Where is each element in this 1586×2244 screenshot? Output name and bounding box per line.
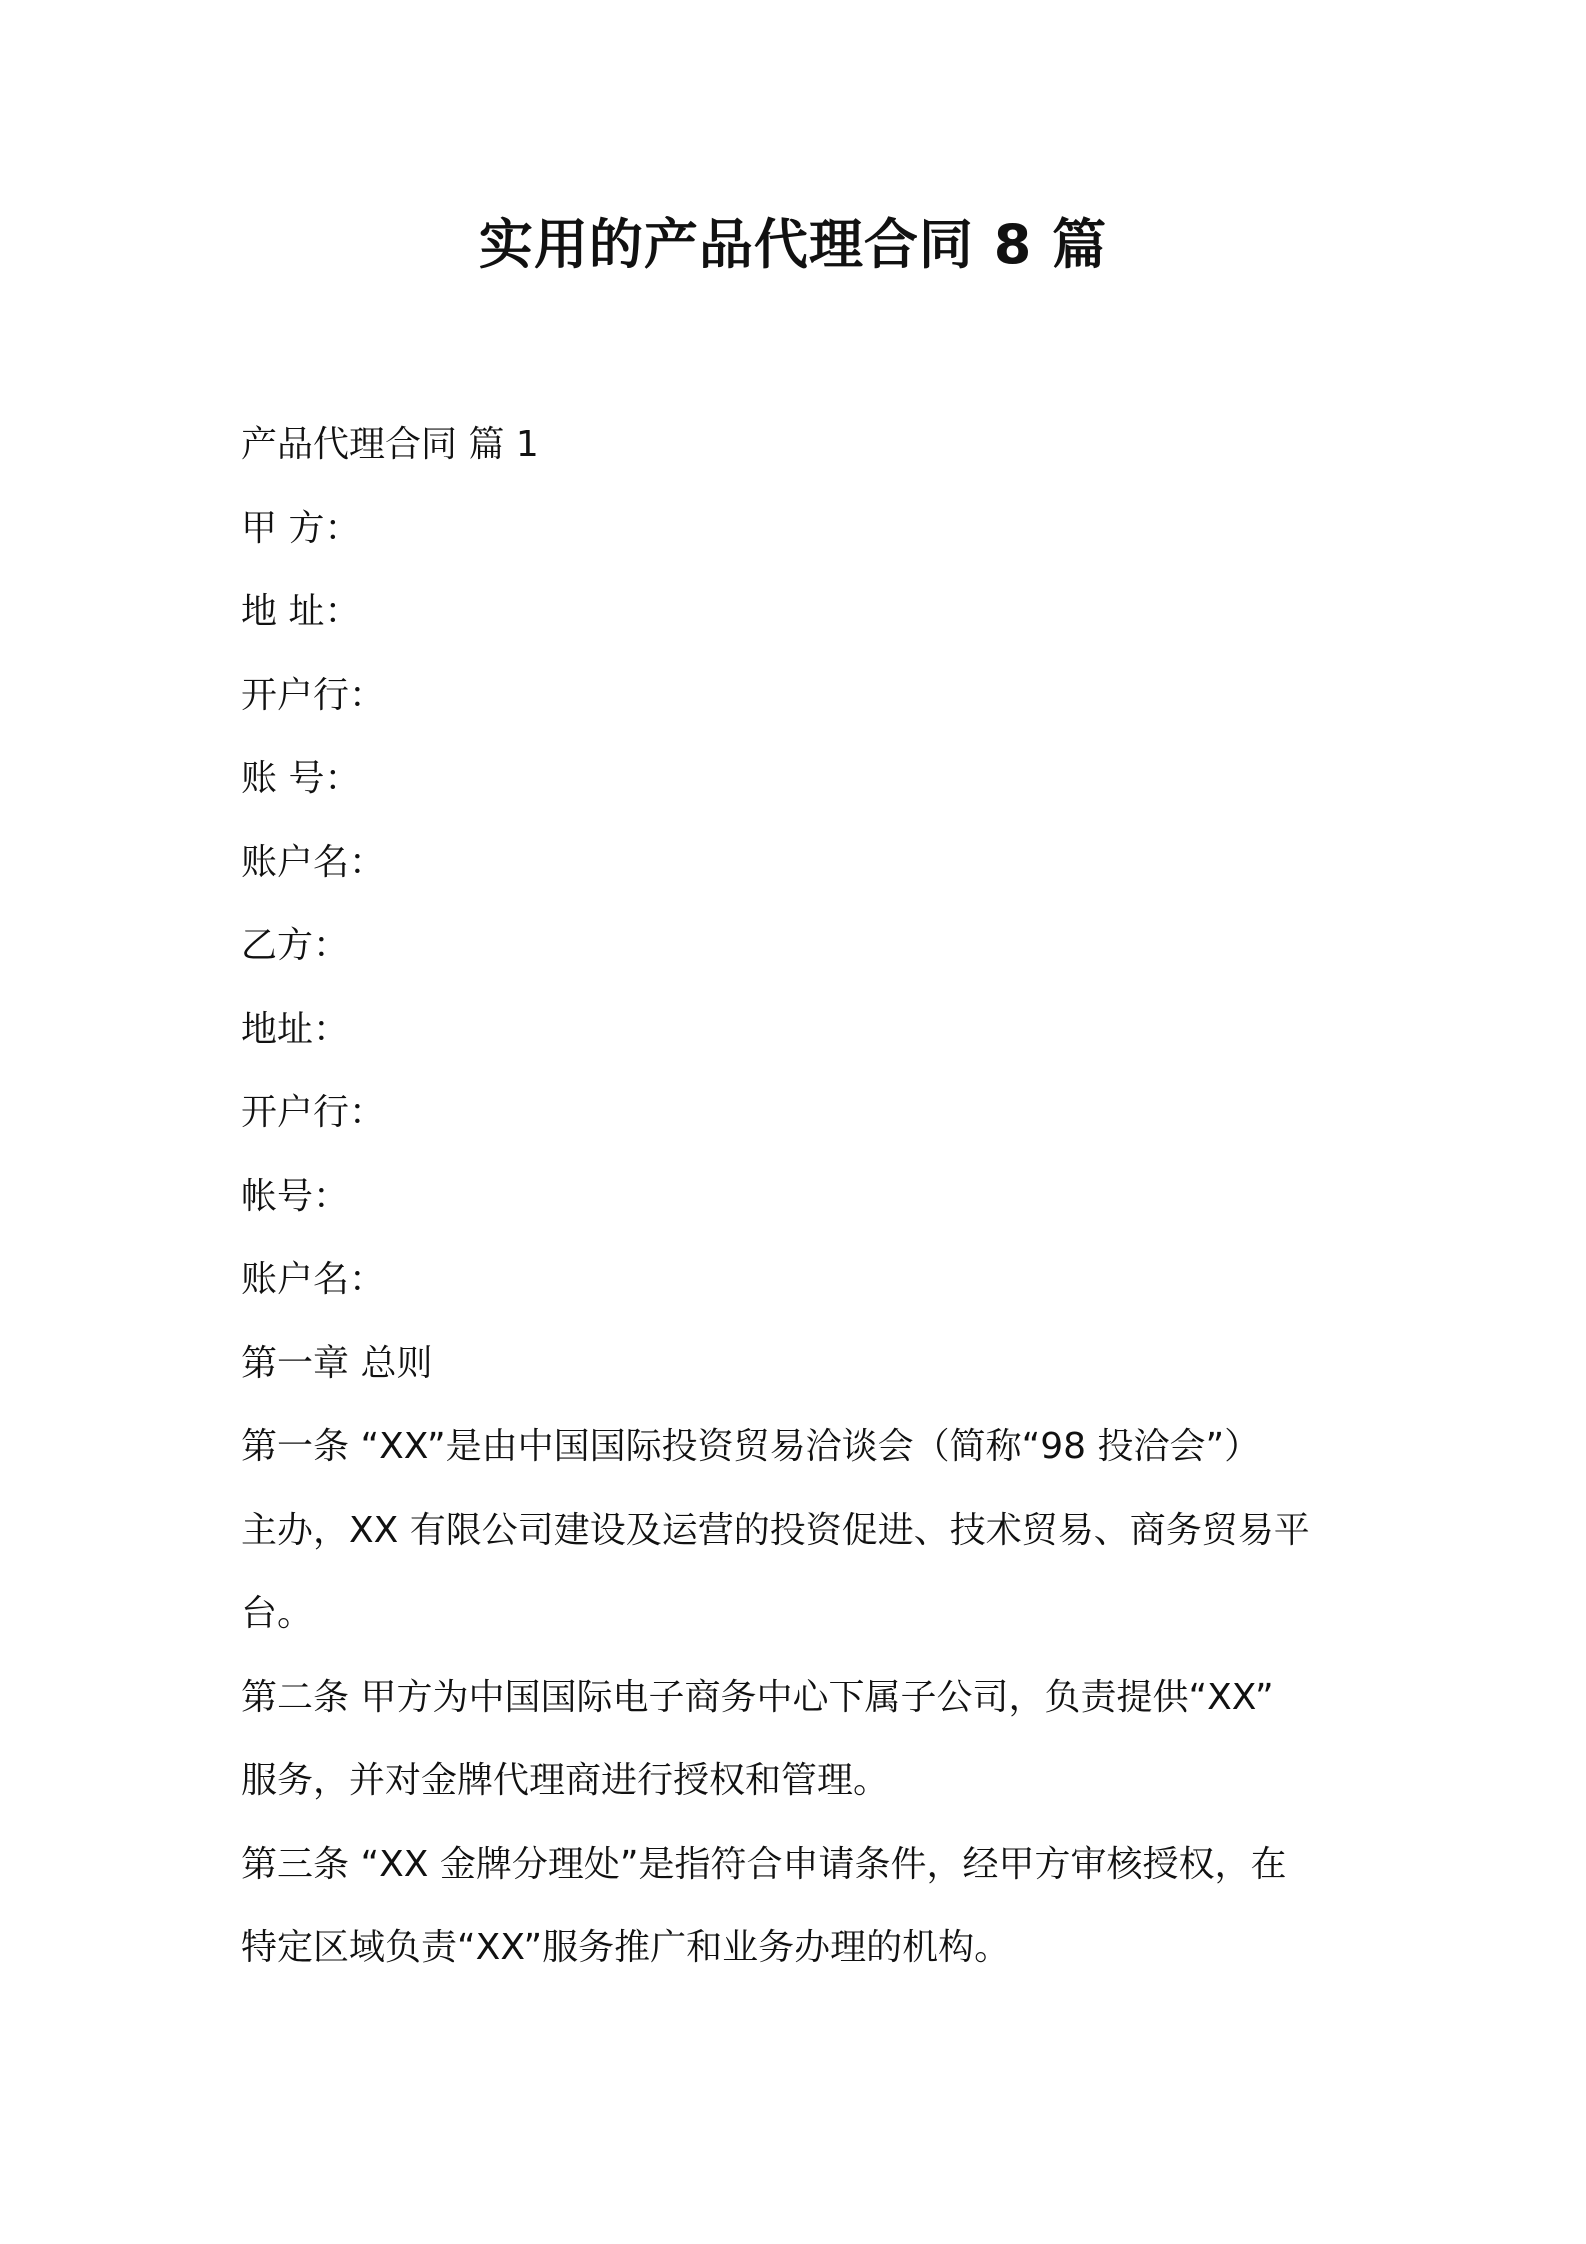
article-3-line-2: 特定区域负责“XX”服务推广和业务办理的机构。 — [241, 1927, 1011, 1968]
party-b-address-label: 地址： — [241, 1008, 350, 1050]
article-2-line-2: 服务，并对金牌代理商进行授权和管理。 — [241, 1760, 890, 1801]
article-1-line-2: 主办，XX 有限公司建设及运营的投资促进、技术贸易、商务贸易平 — [241, 1509, 1310, 1551]
party-b-bank-label: 开户行： — [241, 1092, 386, 1133]
chapter-heading: 第一章 总则 — [241, 1342, 433, 1384]
party-b-name-label: 乙方： — [241, 925, 350, 966]
party-a-bank-label: 开户行： — [241, 674, 386, 716]
article-2-line-1: 第二条 甲方为中国国际电子商务中心下属子公司，负责提供“XX” — [241, 1676, 1274, 1718]
party-a-account-name-label: 账户名： — [241, 841, 386, 883]
document-title: 实用的产品代理合同 8 篇 — [478, 213, 1108, 276]
document-body — [241, 403, 1357, 1990]
section-heading: 产品代理合同 篇 1 — [241, 424, 539, 465]
article-1-line-1: 第一条 “XX”是由中国国际投资贸易洽谈会（简称“98 投洽会”） — [241, 1426, 1261, 1467]
party-b-account-label: 帐号： — [241, 1175, 350, 1217]
article-3-line-1: 第三条 “XX 金牌分理处”是指符合申请条件，经甲方审核授权，在 — [241, 1843, 1287, 1885]
party-b-account-name-label: 账户名： — [241, 1259, 386, 1300]
party-a-account-label: 账 号： — [241, 758, 361, 799]
party-a-name-label: 甲 方： — [241, 507, 361, 549]
article-1-line-3: 台。 — [241, 1593, 314, 1634]
party-a-address-label: 地 址： — [241, 591, 361, 632]
